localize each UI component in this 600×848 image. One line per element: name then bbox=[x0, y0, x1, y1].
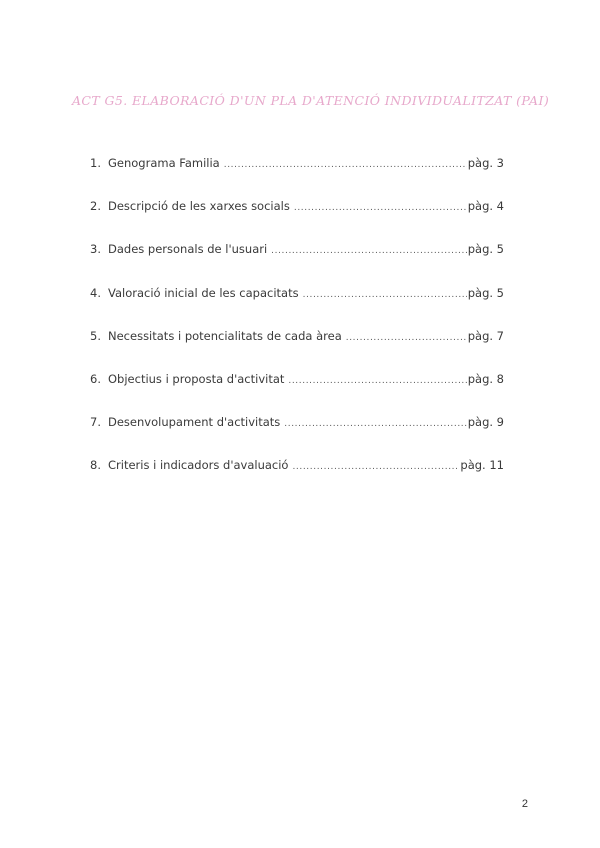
toc-entry-page: pàg. 7 bbox=[467, 328, 504, 343]
toc-dot-leader bbox=[284, 419, 466, 429]
toc-dot-leader bbox=[346, 333, 467, 343]
toc-entry-number: 8. bbox=[90, 458, 101, 473]
toc-entry-page: pàg. 11 bbox=[460, 458, 504, 473]
toc-entry-number: 3. bbox=[90, 242, 101, 257]
toc-entry-page: pàg. 5 bbox=[467, 242, 504, 257]
toc-entry-2 bbox=[90, 199, 504, 242]
toc-entry-1 bbox=[90, 156, 504, 199]
toc-dot-leader bbox=[288, 376, 466, 386]
toc-entry-number: 6. bbox=[90, 371, 101, 386]
toc-entry-page: pàg. 4 bbox=[467, 199, 504, 214]
toc-entry-label: Objectius i proposta d'activitat bbox=[108, 371, 285, 386]
toc-entry-label: Genograma Familia bbox=[108, 156, 220, 170]
toc-entry-label: Valoració inicial de les capacitats bbox=[108, 285, 299, 300]
toc-dot-leader bbox=[271, 246, 467, 256]
toc-entry-label: Necessitats i potencialitats de cada àrea bbox=[108, 328, 342, 343]
document-title: ACT G5. ELABORACIÓ D'UN PLA D'ATENCIÓ INDIVIDUALITZAT (PAI) bbox=[72, 93, 550, 108]
toc-entry-8 bbox=[90, 458, 504, 501]
toc-dot-leader bbox=[292, 462, 459, 472]
table-of-contents bbox=[90, 156, 504, 502]
toc-dot-leader bbox=[303, 290, 467, 300]
toc-entry-number: 1. bbox=[90, 156, 101, 170]
toc-entry-7 bbox=[90, 415, 504, 458]
toc-entry-3 bbox=[90, 242, 504, 285]
toc-entry-5 bbox=[90, 329, 504, 372]
toc-entry-page: pàg. 5 bbox=[467, 285, 504, 300]
toc-entry-label: Desenvolupament d'activitats bbox=[108, 415, 281, 430]
toc-entry-6 bbox=[90, 372, 504, 415]
toc-entry-page: pàg. 8 bbox=[467, 371, 504, 386]
toc-dot-leader bbox=[294, 203, 467, 213]
toc-entry-number: 7. bbox=[90, 415, 101, 430]
toc-entry-number: 4. bbox=[90, 285, 101, 300]
toc-entry-label: Dades personals de l'usuari bbox=[108, 242, 268, 257]
toc-entry-4 bbox=[90, 286, 504, 329]
toc-entry-page: pàg. 9 bbox=[467, 415, 504, 430]
toc-entry-label: Criteris i indicadors d'avaluació bbox=[108, 458, 289, 473]
page-number: 2 bbox=[521, 798, 528, 810]
toc-entry-number: 2. bbox=[90, 199, 101, 214]
toc-dot-leader bbox=[224, 160, 467, 170]
toc-entry-label: Descripció de les xarxes socials bbox=[108, 199, 290, 214]
toc-entry-number: 5. bbox=[90, 328, 101, 343]
toc-entry-page: pàg. 3 bbox=[467, 156, 504, 170]
